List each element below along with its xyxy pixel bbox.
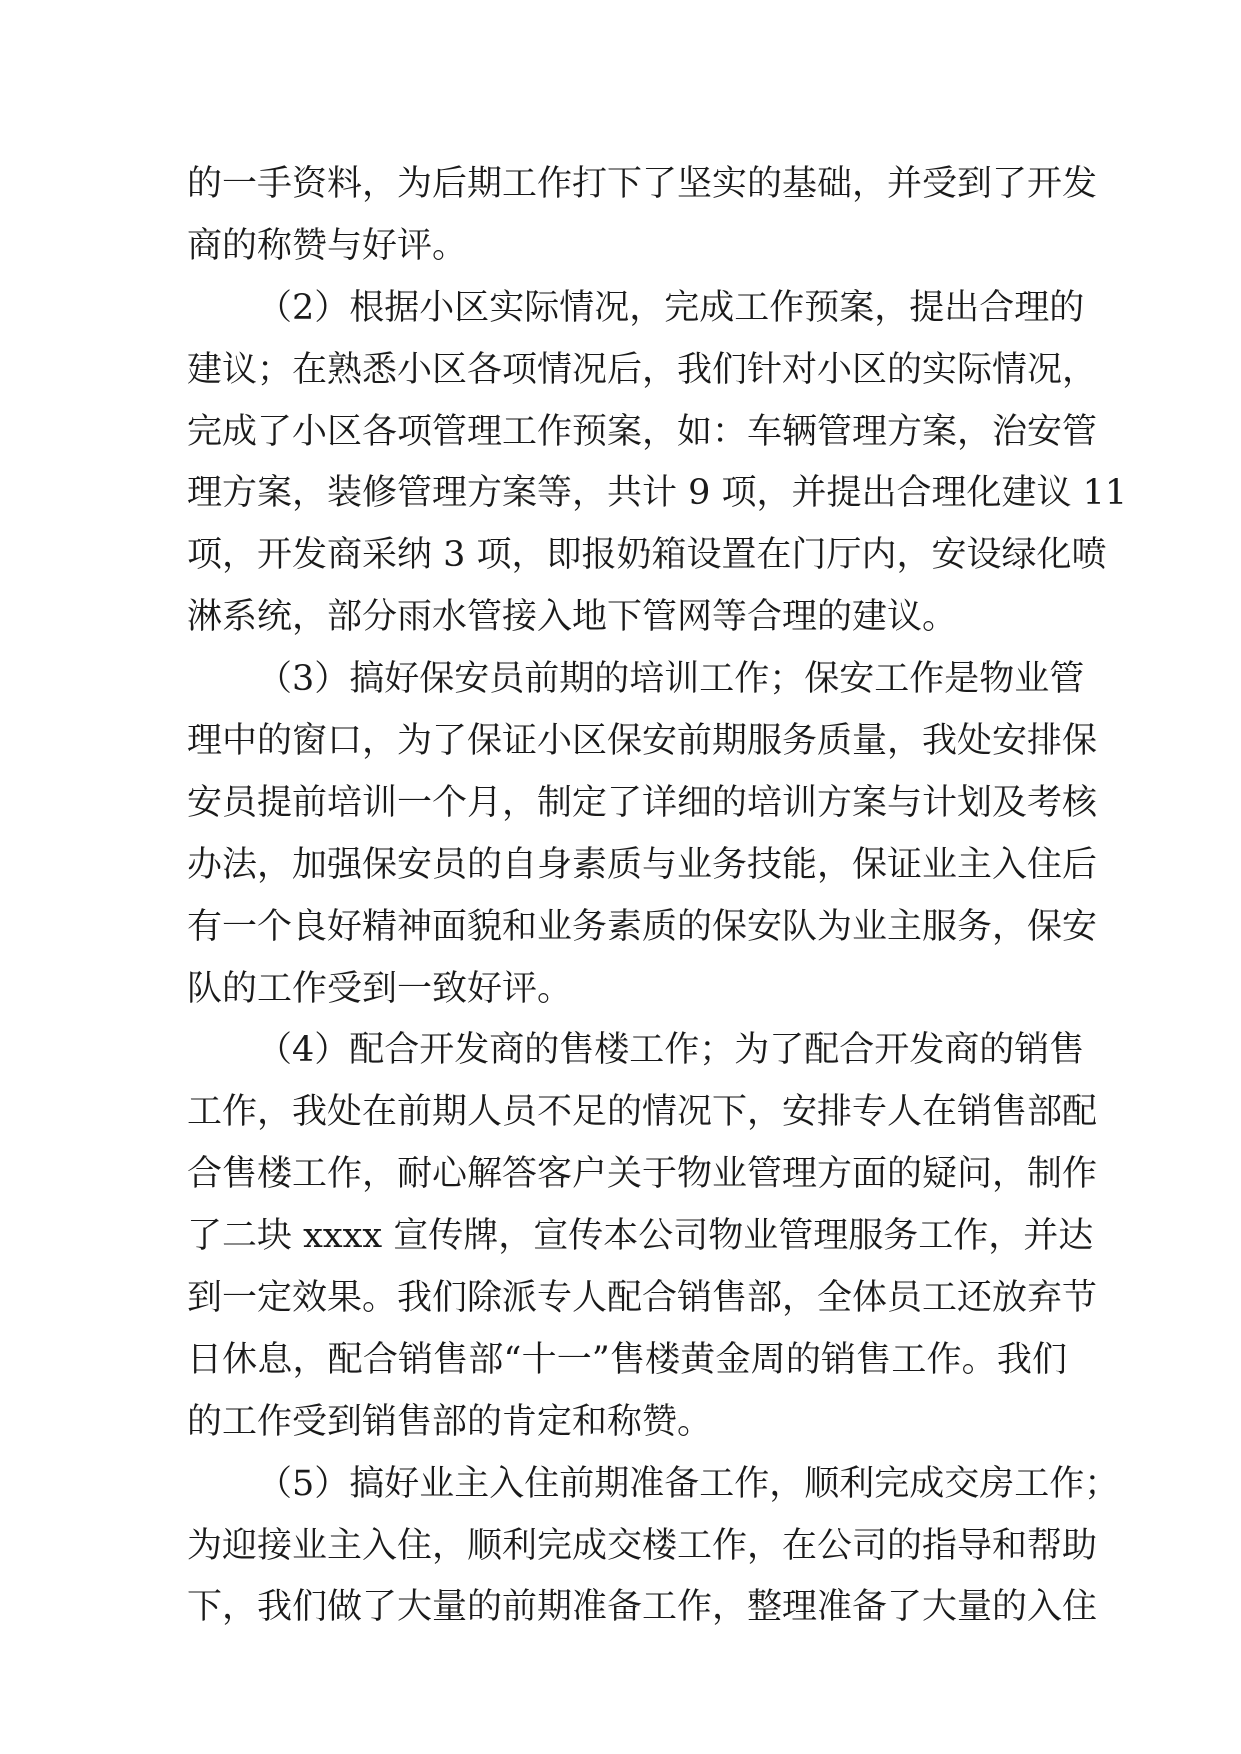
text-line: 办法，加强保安员的自身素质与业务技能，保证业主入住后 (187, 844, 1098, 885)
text-line: （2）根据小区实际情况，完成工作预案，提出合理的 (257, 287, 1085, 328)
paragraph-item-5 (187, 1454, 1120, 1640)
text-line: 合售楼工作，耐心解答客户关于物业管理方面的疑问，制作 (187, 1154, 1098, 1195)
text-line: 工作，我处在前期人员不足的情况下，安排专人在销售部配 (187, 1092, 1098, 1133)
text-line: 理方案，装修管理方案等，共计 9 项，并提出合理化建议 11 (187, 473, 1128, 514)
text-line: 完成了小区各项管理工作预案，如：车辆管理方案，治安管 (187, 411, 1098, 452)
text-line: 项，开发商采纳 3 项，即报奶箱设置在门厅内，安设绿化喷 (187, 535, 1107, 576)
text-line: （3）搞好保安员前期的培训工作；保安工作是物业管 (257, 659, 1085, 700)
text-line: 日休息，配合销售部“十一”售楼黄金周的销售工作。我们 (187, 1339, 1067, 1380)
text-line: 有一个良好精神面貌和业务素质的保安队为业主服务，保安 (187, 906, 1098, 947)
text-line: 商的称赞与好评。 (187, 225, 468, 266)
paragraph-item-3 (187, 649, 1098, 1020)
document-body (187, 154, 1128, 1639)
text-line: 淋系统，部分雨水管接入地下管网等合理的建议。 (187, 597, 958, 638)
text-line: 下，我们做了大量的前期准备工作，整理准备了大量的入住 (187, 1587, 1098, 1628)
text-line: 的工作受到销售部的肯定和称赞。 (187, 1401, 713, 1442)
text-line: 理中的窗口，为了保证小区保安前期服务质量，我处安排保 (187, 721, 1098, 762)
text-line: 建议；在熟悉小区各项情况后，我们针对小区的实际情况， (187, 349, 1098, 390)
text-line: 安员提前培训一个月，制定了详细的培训方案与计划及考核 (187, 782, 1098, 823)
paragraph-item-2 (187, 278, 1128, 649)
text-line: 为迎接业主入住，顺利完成交楼工作，在公司的指导和帮助 (187, 1525, 1098, 1566)
text-line: （4）配合开发商的售楼工作；为了配合开发商的销售 (257, 1030, 1085, 1071)
paragraph-continuation (187, 154, 1098, 278)
text-line: （5）搞好业主入住前期准备工作，顺利完成交房工作； (257, 1463, 1120, 1504)
text-line: 了二块 xxxx 宣传牌，宣传本公司物业管理服务工作，并达 (187, 1216, 1094, 1257)
text-line: 到一定效果。我们除派专人配合销售部，全体员工还放弃节 (187, 1278, 1098, 1319)
text-line: 队的工作受到一致好评。 (187, 968, 573, 1009)
paragraph-item-4 (187, 1020, 1098, 1453)
text-line: 的一手资料，为后期工作打下了坚实的基础，并受到了开发 (187, 164, 1098, 204)
